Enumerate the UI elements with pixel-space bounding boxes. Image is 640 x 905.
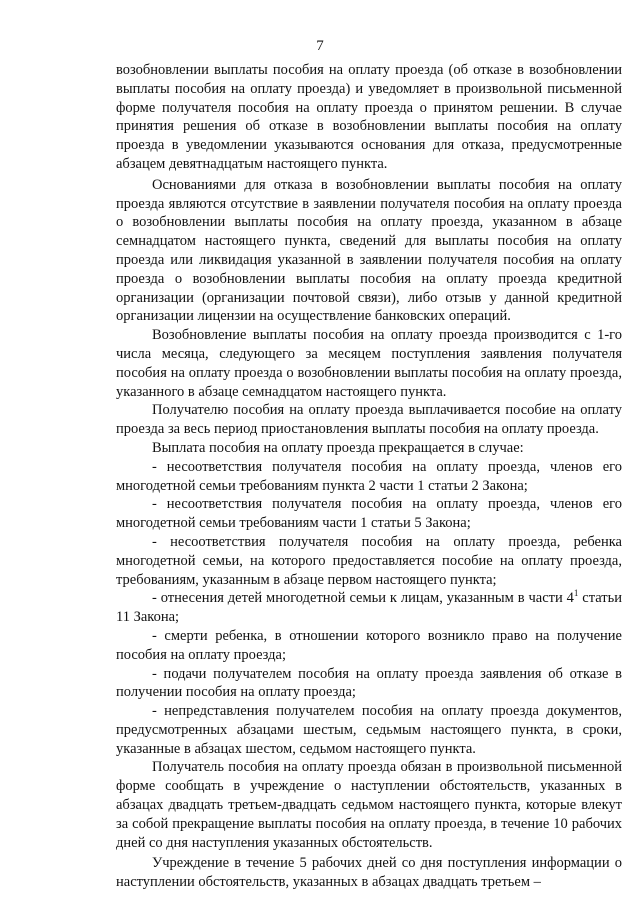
list-item: - смерти ребенка, в отношении которого возникло право на получение пособия на оплату проезда;: [116, 627, 622, 663]
paragraph: возобновлении выплаты пособия на оплату проезда (об отказе в возобновлении выплаты пособия на оплату проезда) и уведомляет в произвольной письменной форме получателя пособия на оплату проезда о принятом решении. В случае принятия решения об отказе в возобновлении выплаты пособия на оплату проезда в уведомлении указываются основания для отказа, предусмотренные абзацем девятнадцатым настоящего пункта.: [116, 62, 622, 172]
document-body: [116, 61, 622, 892]
list-item: - несоответствия получателя пособия на оплату проезда, ребенка многодетной семьи, на которого предоставляется пособие на оплату проезда, требованиям, указанным в абзаце первом настоящего пункта;: [116, 533, 622, 588]
list-item: [116, 589, 622, 627]
page-number: 7: [316, 38, 324, 54]
paragraph: Основаниями для отказа в возобновлении выплаты пособия на оплату проезда являются отсутствие в заявлении получателя пособия на оплату проезда о возобновлении выплаты пособия на оплату проезда, указанном в абзаце семнадцатом настоящего пункта, сведений для выплаты пособия на оплату проезда или ликвидация указанной в заявлении получателя пособия на оплату проезда о возобновлении выплаты пособия на оплату проезда кредитной организации (организации почтовой связи), либо отзыв у данной кредитной организации лицензии на осуществление банковских операций.: [116, 176, 622, 325]
list-item: - несоответствия получателя пособия на оплату проезда, членов его многодетной семьи требованиям пункта 2 части 1 статьи 2 Закона;: [116, 458, 622, 494]
paragraph: Получатель пособия на оплату проезда обязан в произвольной письменной форме сообщать в учреждение о наступлении обстоятельств, указанных в абзацах двадцать третьем-двадцать седьмом настоящего пункта, которые влекут за собой прекращение выплаты пособия на оплату проезда, в течение 10 рабочих дней со дня наступления указанных обстоятельств.: [116, 759, 622, 851]
superscript: 1: [573, 588, 579, 599]
paragraph: Выплата пособия на оплату проезда прекращается в случае:: [152, 439, 524, 456]
paragraph: Возобновление выплаты пособия на оплату проезда производится с 1-го числа месяца, следующего за месяцем поступления заявления получателя пособия на оплату проезда о возобновлении выплаты пособия на оплату проезда, указанного в абзаце семнадцатом настоящего пункта.: [116, 327, 622, 400]
paragraph: Получателю пособия на оплату проезда выплачивается пособие на оплату проезда за весь период приостановления выплаты пособия на оплату проезда.: [116, 402, 622, 438]
list-item-text: - отнесения детей многодетной семьи к лицам, указанным в части 4: [152, 590, 574, 607]
paragraph: Учреждение в течение 5 рабочих дней со дня поступления информации о наступлении обстоятельств, указанных в абзацах двадцать третьем –: [116, 855, 622, 891]
list-item-tail: статьи 11 Закона;: [116, 590, 622, 626]
list-item: - подачи получателем пособия на оплату проезда заявления об отказе в получении пособия на оплату проезда;: [116, 665, 622, 701]
list-item: - несоответствия получателя пособия на оплату проезда, членов его многодетной семьи требованиям части 1 статьи 5 Закона;: [116, 496, 622, 532]
list-item: - непредставления получателем пособия на оплату проезда документов, предусмотренных абзацами шестым, седьмым настоящего пункта, в сроки, указанные в абзацах шестом, седьмом настоящего пункта.: [116, 703, 622, 757]
